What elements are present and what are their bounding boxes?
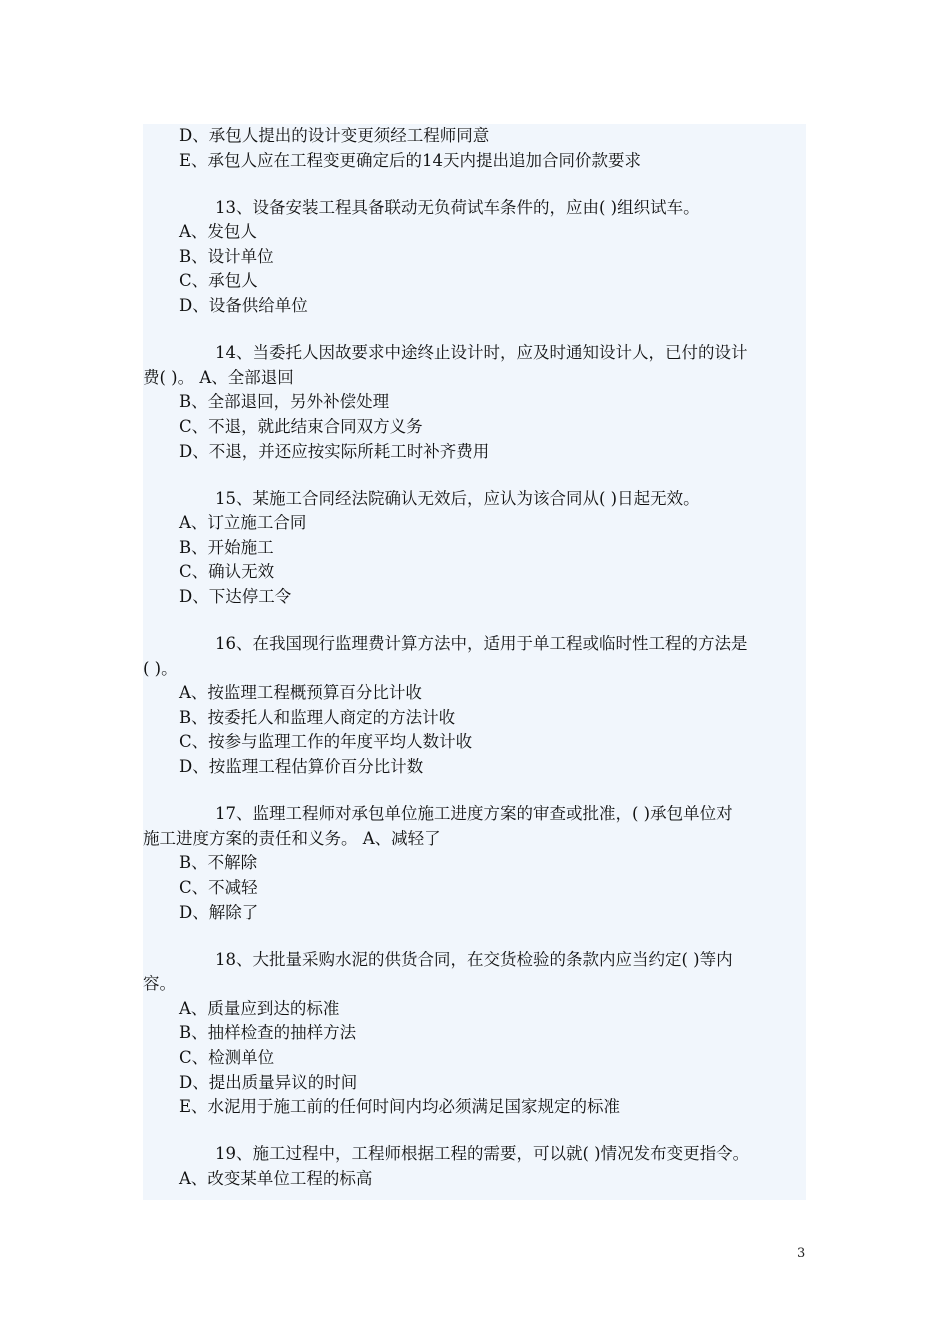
- option-line: A、发包人: [179, 222, 257, 242]
- question-16: 16、在我国现行监理费计算方法中，适用于单工程或临时性工程的方法是: [215, 634, 748, 654]
- option-line: D、设备供给单位: [179, 296, 308, 316]
- question-continuation: ( )。: [143, 658, 178, 678]
- option-line: B、开始施工: [179, 537, 274, 557]
- question-19: 19、施工过程中，工程师根据工程的需要，可以就( )情况发布变更指令。: [215, 1144, 750, 1164]
- option-line: D、承包人提出的设计变更须经工程师同意: [179, 126, 490, 145]
- question-continuation: 费( )。 A、全部退回: [143, 367, 294, 387]
- option-line: B、设计单位: [179, 246, 274, 266]
- option-line: D、解除了: [179, 902, 259, 922]
- option-line: A、改变某单位工程的标高: [179, 1168, 373, 1188]
- option-line: B、不解除: [179, 853, 258, 873]
- question-continuation: 容。: [143, 974, 176, 994]
- option-line: B、按委托人和监理人商定的方法计收: [179, 707, 456, 727]
- option-line: D、不退，并还应按实际所耗工时补齐费用: [179, 441, 490, 461]
- page-number: 3: [797, 1246, 806, 1261]
- question-17: 17、监理工程师对承包单位施工进度方案的审查或批准，( )承包单位对: [215, 804, 733, 824]
- option-line: E、承包人应在工程变更确定后的14天内提出追加合同价款要求: [179, 150, 642, 170]
- option-line: D、提出质量异议的时间: [179, 1072, 358, 1092]
- option-line: C、不减轻: [179, 877, 258, 897]
- option-line: D、按监理工程估算价百分比计数: [179, 757, 424, 777]
- option-line: A、质量应到达的标准: [179, 998, 340, 1018]
- option-line: A、订立施工合同: [179, 513, 307, 533]
- option-line: C、检测单位: [179, 1048, 275, 1067]
- option-line: D、下达停工令: [179, 587, 292, 606]
- option-line: C、不退，就此结束合同双方义务: [179, 416, 423, 436]
- option-line: B、全部退回，另外补偿处理: [179, 392, 390, 412]
- option-line: C、确认无效: [179, 562, 275, 582]
- option-line: C、承包人: [179, 271, 258, 291]
- question-continuation: 施工进度方案的责任和义务。 A、减轻了: [143, 828, 441, 848]
- question-14: 14、当委托人因故要求中途终止设计时，应及时通知设计人，已付的设计: [215, 343, 748, 363]
- option-line: E、水泥用于施工前的任何时间内均必须满足国家规定的标准: [179, 1097, 621, 1117]
- question-18: 18、大批量采购水泥的供货合同，在交货检验的条款内应当约定( )等内: [215, 949, 733, 969]
- option-line: C、按参与监理工作的年度平均人数计收: [179, 732, 473, 752]
- document-text-area: [143, 124, 806, 1200]
- question-15: 15、某施工合同经法院确认无效后，应认为该合同从( )日起无效。: [215, 488, 700, 508]
- option-line: B、抽样检查的抽样方法: [179, 1023, 357, 1043]
- option-line: A、按监理工程概预算百分比计收: [179, 683, 422, 703]
- question-13: 13、设备安装工程具备联动无负荷试车条件的，应由( )组织试车。: [215, 197, 700, 217]
